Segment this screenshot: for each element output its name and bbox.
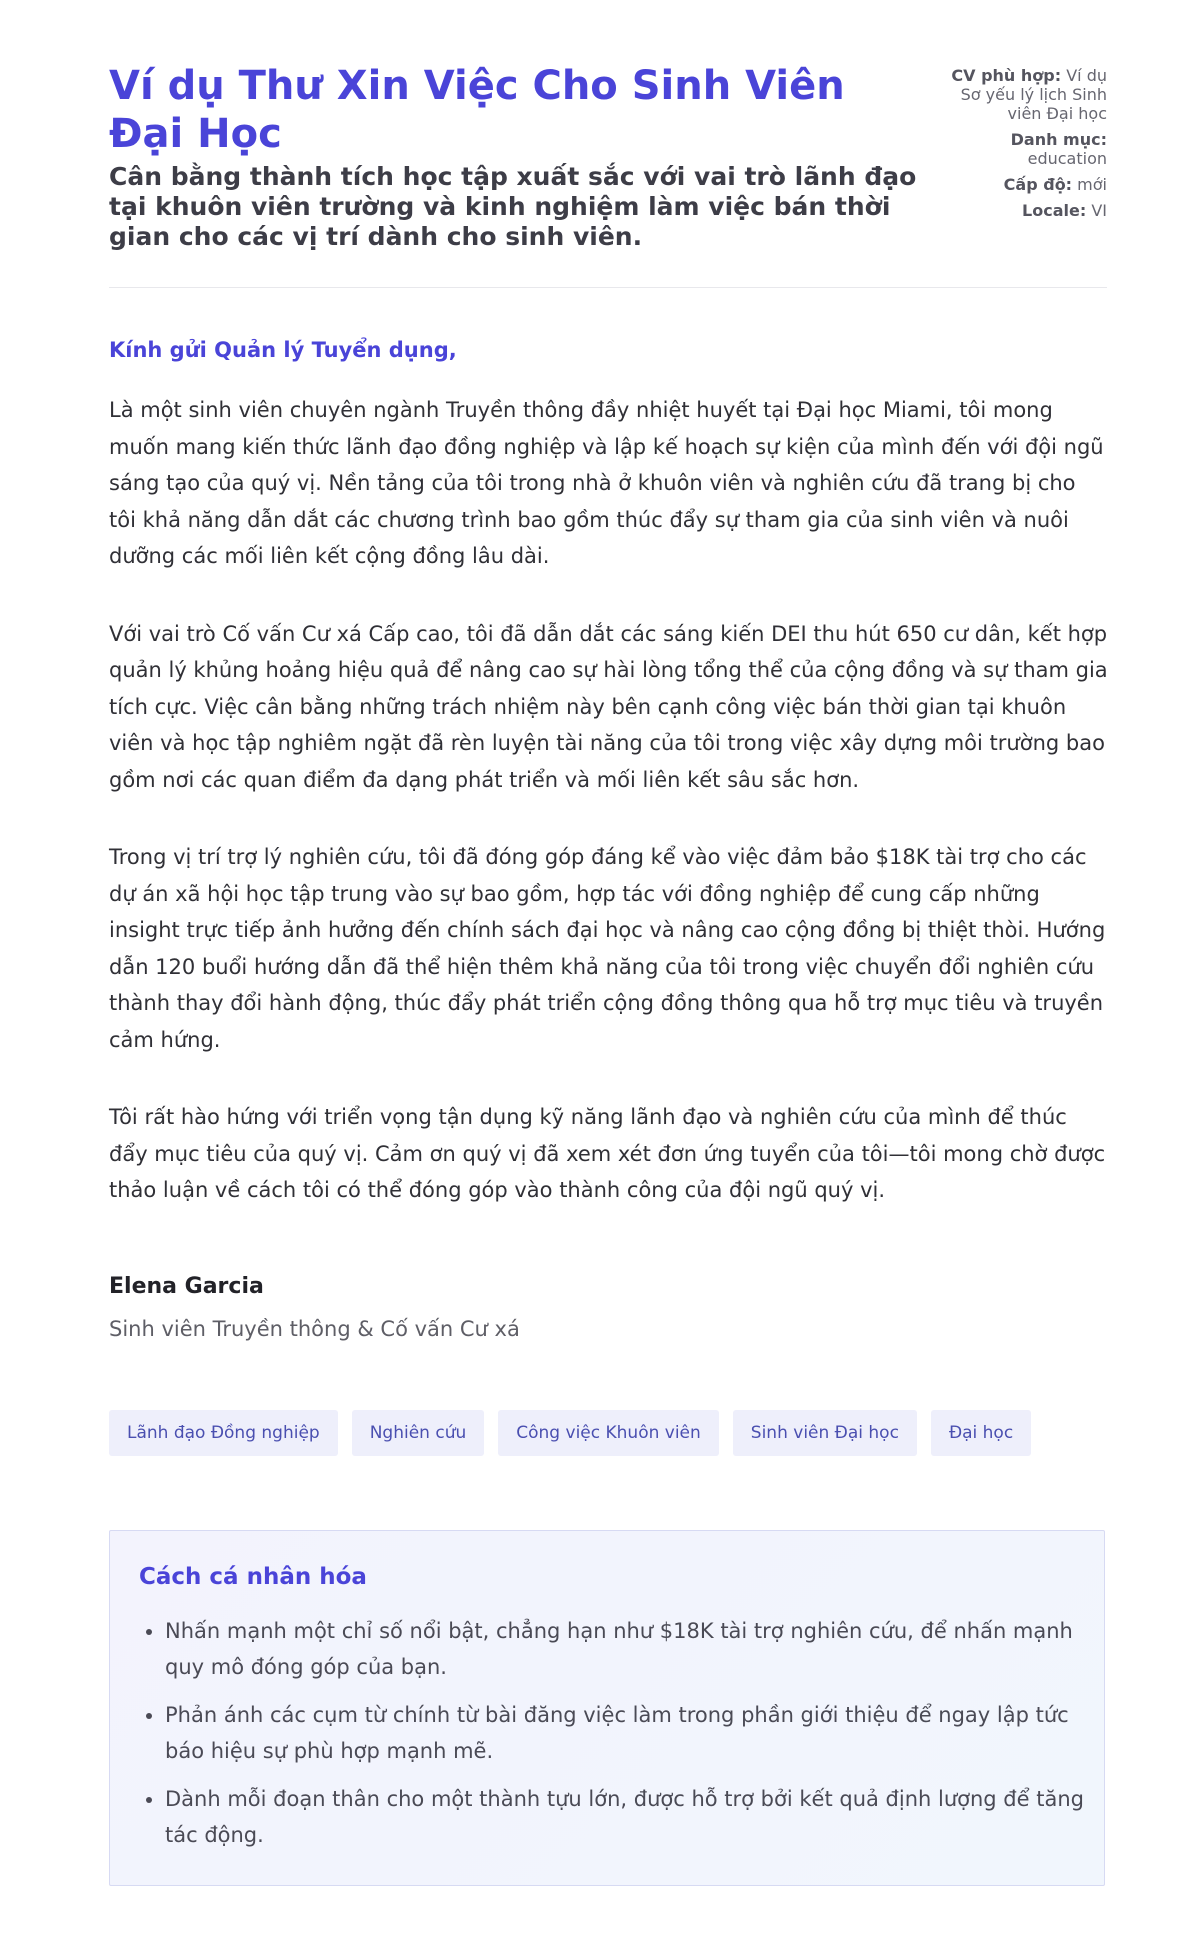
letter-paragraph: Tôi rất hào hứng với triển vọng tận dụng kỹ năng lãnh đạo và nghiên cứu của mình để thúc đẩy mục tiêu của quý vị. Cảm ơn quý vị đã xem xét đơn ứng tuyển của tôi—tôi mong chờ được thảo luận về cách tôi có thể đóng góp vào thành công của đội ngũ quý vị. (109, 1105, 1106, 1202)
meta-cv (937, 66, 1107, 123)
meta-category (937, 130, 1107, 168)
letter-body (109, 392, 1109, 1250)
meta-locale (937, 201, 1107, 220)
letter-paragraph: Là một sinh viên chuyên ngành Truyền thông đầy nhiệt huyết tại Đại học Miami, tôi mong muốn mang kiến thức lãnh đạo đồng nghiệp và lập kế hoạch sự kiện của mình đến với đội ngũ sáng tạo của quý vị. Nền tảng của tôi trong nhà ở khuôn viên và nghiên cứu đã trang bị cho tôi khả năng dẫn dắt các chương trình bao gồm thúc đẩy sự tham gia của sinh viên và nuôi dưỡng các mối liên kết cộng đồng lâu dài. (109, 398, 1104, 568)
page-title: Ví dụ Thư Xin Việc Cho Sinh Viên Đại Học (109, 63, 845, 157)
meta-locale-value: VI (1091, 201, 1107, 220)
meta-cv-label: CV phù hợp: (951, 66, 1062, 85)
signer-name: Elena Garcia (109, 1274, 264, 1299)
meta-level-label: Cấp độ: (1003, 175, 1073, 194)
letter-salutation: Kính gửi Quản lý Tuyển dụng, (109, 338, 457, 362)
meta-level-value: mới (1077, 175, 1107, 194)
header-divider (109, 287, 1107, 288)
tag-university[interactable]: Đại học (931, 1410, 1031, 1456)
meta-category-value: education (1027, 149, 1107, 168)
tag-list (109, 1410, 1031, 1456)
page-header (109, 62, 1107, 252)
meta-level (937, 175, 1107, 194)
meta-cv-value[interactable]: Ví dụ Sơ yếu lý lịch Sinh viên Đại học (960, 66, 1107, 123)
tips-list (139, 1613, 1085, 1865)
tag-research[interactable]: Nghiên cứu (352, 1410, 485, 1456)
letter-paragraph: Với vai trò Cố vấn Cư xá Cấp cao, tôi đã dẫn dắt các sáng kiến DEI thu hút 650 cư dân, kết hợp quản lý khủng hoảng hiệu quả để nâng cao sự hài lòng tổng thể của cộng đồng và sự tham gia tích cực. Việc cân bằng những trách nhiệm này bên cạnh công việc bán thời gian tại khuôn viên và học tập nghiêm ngặt đã rèn luyện tài năng của tôi trong việc xây dựng môi trường bao gồm nơi các quan điểm đa dạng phát triển và mối liên kết sâu sắc hơn. (109, 621, 1108, 792)
tag-campus-work[interactable]: Công việc Khuôn viên (498, 1410, 719, 1456)
list-item: • Nhấn mạnh một chỉ số nổi bật, chẳng hạn như $18K tài trợ nghiên cứu, để nhấn mạnh quy mô đóng góp của bạn. (165, 1613, 1085, 1685)
list-item: • Phản ánh các cụm từ chính từ bài đăng việc làm trong phần giới thiệu để ngay lập tức báo hiệu sự phù hợp mạnh mẽ. (165, 1697, 1085, 1769)
tag-university-student[interactable]: Sinh viên Đại học (733, 1410, 917, 1456)
personalize-tips-box (109, 1530, 1105, 1886)
tips-title: Cách cá nhân hóa (139, 1564, 367, 1590)
list-item: • Dành mỗi đoạn thân cho một thành tựu lớn, được hỗ trợ bởi kết quả định lượng để tăng tác động. (165, 1781, 1085, 1853)
meta-category-label: Danh mục: (1010, 130, 1107, 149)
meta-panel (937, 66, 1107, 252)
letter-paragraph: Trong vị trí trợ lý nghiên cứu, tôi đã đóng góp đáng kể vào việc đảm bảo $18K tài trợ cho các dự án xã hội học tập trung vào sự bao gồm, hợp tác với đồng nghiệp để cung cấp những insight trực tiếp ảnh hưởng đến chính sách đại học và nâng cao cộng đồng bị thiệt thòi. Hướng dẫn 120 buổi hướng dẫn đã thể hiện thêm khả năng của tôi trong việc chuyển đổi nghiên cứu thành thay đổi hành động, thúc đẩy phát triển cộng đồng thông qua hỗ trợ mục tiêu và truyền cảm hứng. (109, 845, 1106, 1052)
meta-locale-label: Locale: (1022, 201, 1087, 220)
signer-role: Sinh viên Truyền thông & Cố vấn Cư xá (109, 1317, 520, 1341)
signature-block (109, 1273, 520, 1343)
tag-peer-leadership[interactable]: Lãnh đạo Đồng nghiệp (109, 1410, 338, 1456)
title-block (109, 62, 929, 252)
page-subtitle: Cân bằng thành tích học tập xuất sắc với vai trò lãnh đạo tại khuôn viên trường và kinh nghiệm làm việc bán thời gian cho các vị trí dành cho sinh viên. (109, 162, 917, 251)
